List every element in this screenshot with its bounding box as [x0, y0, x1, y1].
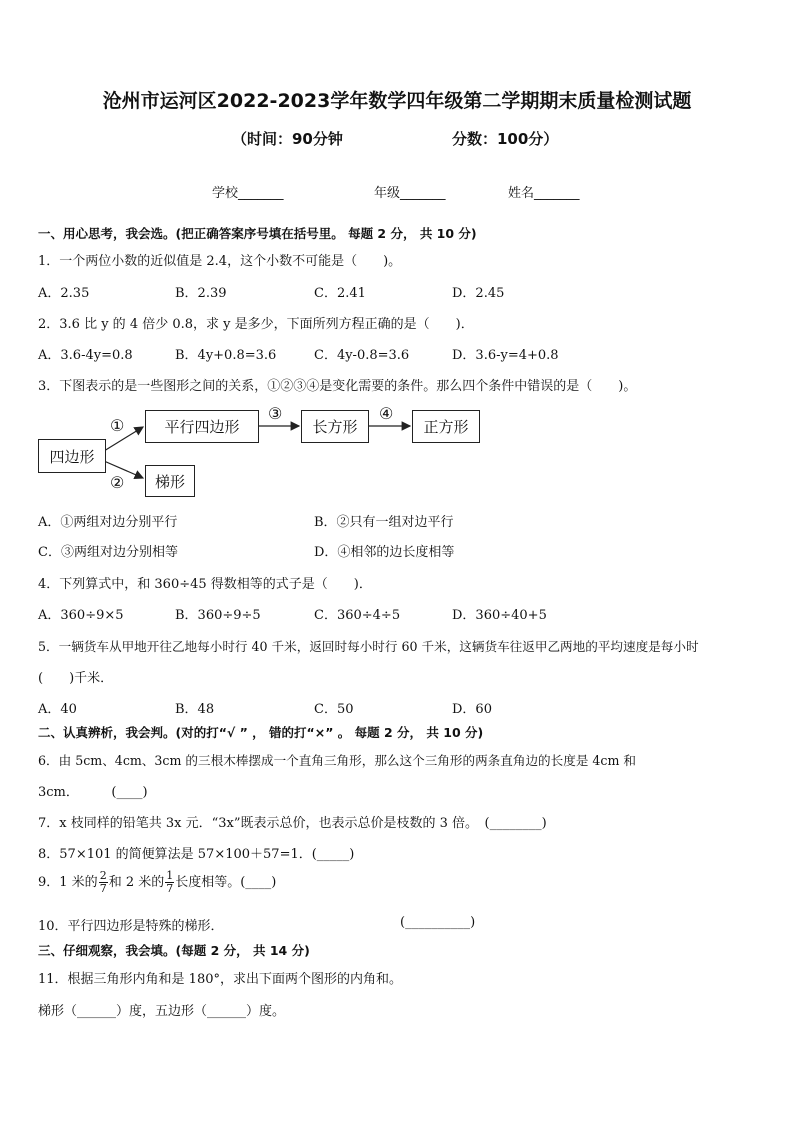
- exam-score: 分数：100分）: [452, 130, 559, 148]
- q2-option-a: A．3.6-4y=0.8: [38, 348, 133, 363]
- q4-option-b: B．360÷9÷5: [175, 608, 261, 623]
- q3-diagram-arrows: [0, 0, 794, 520]
- fraction-one-seventh: $\frac{1}{7}$: [166, 869, 174, 895]
- q2-option-b: B．4y+0.8=3.6: [175, 348, 277, 363]
- q9-part3: 长度相等。(____): [175, 875, 277, 890]
- q9-part1: 9．1 米的: [38, 875, 98, 890]
- q1-option-d: D．2.45: [452, 286, 505, 301]
- q3-option-a: A．①两组对边分别平行: [38, 515, 178, 530]
- q4-option-d: D．360÷40+5: [452, 608, 547, 623]
- q5-option-b: B．48: [175, 702, 215, 717]
- q6-text: 6．由 5cm、4cm、3cm 的三根木棒摆成一个直角三角形，那么这个三角形的两条直角边的长度是 4cm 和: [38, 753, 637, 768]
- q8-text: 8．57×101 的简便算法是 57×100＋57=1．(_____): [38, 847, 355, 862]
- section3-heading: 三、仔细观察，我会填。(每题 2 分， 共 14 分): [38, 943, 310, 958]
- q11-text: 11．根据三角形内角和是 180°，求出下面两个图形的内角和。: [38, 972, 402, 987]
- exam-time: （时间：90分钟: [232, 130, 343, 148]
- condition-1-label: ①: [110, 416, 125, 435]
- q1-option-a: A．2.35: [38, 286, 90, 301]
- q4-option-a: A．360÷9×5: [38, 608, 124, 623]
- box-trapezoid: 梯形: [145, 465, 195, 497]
- q3-option-b: B．②只有一组对边平行: [314, 515, 454, 530]
- q5-option-d: D．60: [452, 702, 492, 717]
- box-parallelogram: 平行四边形: [145, 410, 259, 443]
- q2-option-c: C．4y-0.8=3.6: [314, 348, 410, 363]
- q1-option-c: C．2.41: [314, 286, 366, 301]
- q10-text: 10．平行四边形是特殊的梯形．: [38, 919, 224, 934]
- q11-text-cont: 梯形（______）度，五边形（______）度。: [38, 1004, 286, 1019]
- condition-2-label: ②: [110, 473, 125, 492]
- q4-text: 4．下列算式中，和 360÷45 得数相等的式子是（ )．: [38, 577, 372, 592]
- q3-option-d: D．④相邻的边长度相等: [314, 545, 455, 560]
- q5-text-cont: ( )千米．: [38, 671, 114, 686]
- q1-text: 1．一个两位小数的近似值是 2.4，这个小数不可能是（ )。: [38, 254, 402, 269]
- q6-text-cont: 3cm． (____): [38, 785, 148, 800]
- q5-option-c: C．50: [314, 702, 354, 717]
- box-rectangle: 长方形: [301, 410, 369, 443]
- fraction-two-sevenths: $\frac{2}{7}$: [99, 869, 107, 895]
- q2-option-d: D．3.6-y=4+0.8: [452, 348, 559, 363]
- q3-option-c: C．③两组对边分别相等: [38, 545, 178, 560]
- q9-text: [38, 870, 276, 895]
- grade-field: 年级_______: [374, 186, 446, 201]
- q5-option-a: A．40: [38, 702, 77, 717]
- q10-blank: (__________): [400, 915, 476, 930]
- q2-text: 2．3.6 比 y 的 4 倍少 0.8，求 y 是多少，下面所列方程正确的是（ )．: [38, 317, 474, 332]
- q4-option-c: C．360÷4÷5: [314, 608, 401, 623]
- q9-part2: 和 2 米的: [108, 875, 165, 890]
- q1-option-b: B．2.39: [175, 286, 227, 301]
- q3-text: 3．下图表示的是一些图形之间的关系，①②③④是变化需要的条件。那么四个条件中错误的是（ )。: [38, 379, 637, 394]
- section2-heading: 二、认真辨析，我会判。(对的打“√ ” ， 错的打“×” 。 每题 2 分， 共 10 分): [38, 725, 484, 740]
- box-quadrilateral: 四边形: [38, 439, 106, 473]
- q7-text: 7．x 枝同样的铅笔共 3x 元．“3x”既表示总价，也表示总价是枝数的 3 倍。 (________): [38, 816, 547, 831]
- name-field: 姓名_______: [508, 186, 580, 201]
- box-square: 正方形: [412, 410, 480, 443]
- condition-3-label: ③: [268, 404, 283, 423]
- condition-4-label: ④: [379, 404, 394, 423]
- q5-text: 5．一辆货车从甲地开往乙地每小时行 40 千米，返回时每小时行 60 千米，这辆货车往返甲乙两地的平均速度是每小时: [38, 639, 699, 654]
- section1-heading: 一、用心思考，我会选。(把正确答案序号填在括号里。 每题 2 分， 共 10 分): [38, 226, 477, 241]
- school-field: 学校_______: [212, 186, 284, 201]
- exam-title: 沧州市运河区2022-2023学年数学四年级第二学期期末质量检测试题: [102, 90, 692, 112]
